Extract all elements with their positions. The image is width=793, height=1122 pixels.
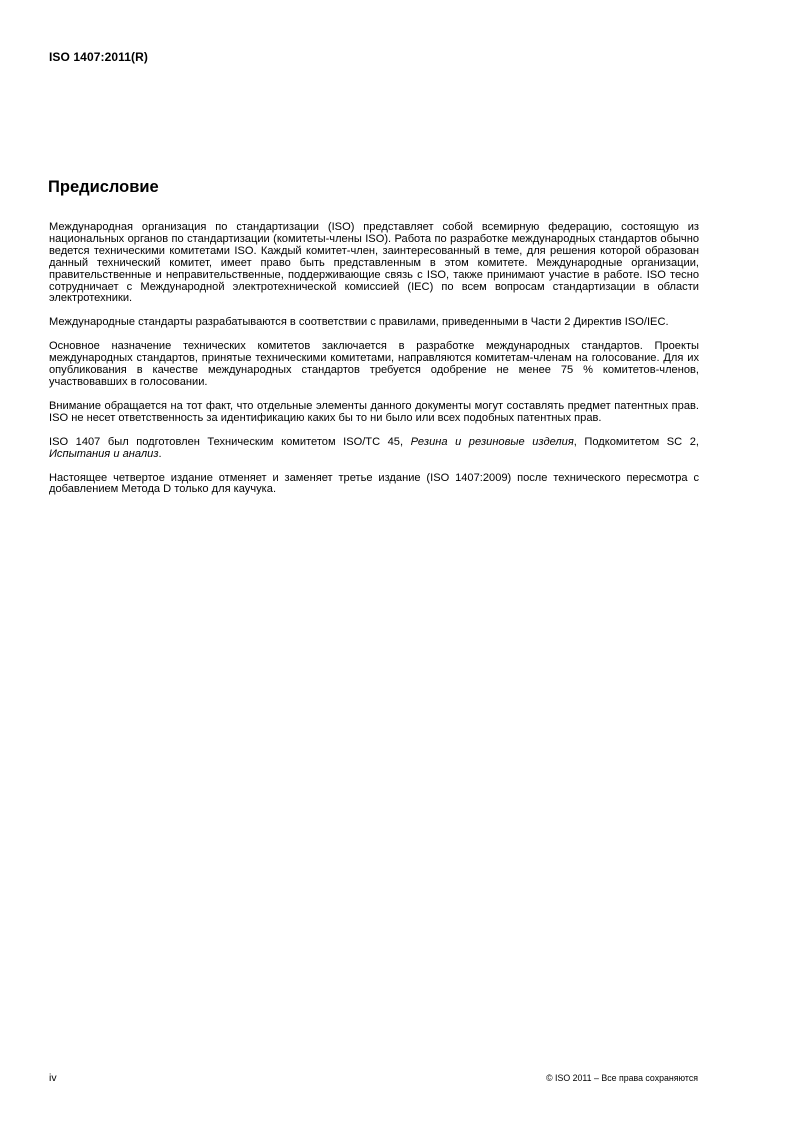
paragraph-5	[49, 437, 699, 461]
paragraph-5-italic-2: Испытания и анализ	[49, 447, 159, 460]
page-number: iv	[49, 1072, 57, 1084]
paragraph-5-italic-1: Резина и резиновые изделия	[410, 435, 574, 448]
paragraph-5-text-1: ISO 1407 был подготовлен Техническим комитетом ISO/TC 45,	[49, 435, 411, 448]
paragraph-4: Внимание обращается на тот факт, что отдельные элементы данного документы могут составлять предмет патентных прав. ISO не несет ответственность за идентификацию каких бы то ни было или всех подобных патентных прав.	[49, 399, 699, 424]
paragraph-3: Основное назначение технических комитетов заключается в разработке международных стандартов. Проекты международных стандартов, принятые техническими комитетами, направляются комитетам-членам на голосование. Для их опубликования в качестве международных стандартов требуется одобрение не менее 75 % комитетов-членов, участвовавших в голосовании.	[49, 340, 699, 388]
paragraph-5-text-2: , Подкомитетом SC 2,	[573, 435, 699, 448]
paragraph-6: Настоящее четвертое издание отменяет и заменяет третье издание (ISO 1407:2009) после технического пересмотра с добавлением Метода D только для каучука.	[49, 471, 699, 496]
paragraph-5-text-3: .	[158, 447, 162, 460]
document-id: ISO 1407:2011(R)	[49, 50, 148, 64]
section-title: Предисловие	[48, 178, 159, 196]
foreword-body	[49, 222, 699, 508]
copyright-notice: © ISO 2011 – Все права сохраняются	[546, 1073, 698, 1083]
paragraph-2: Международные стандарты разрабатываются в соответствии с правилами, приведенными в Части 2 Директив ISO/IEC.	[49, 316, 669, 329]
paragraph-1: Международная организация по стандартизации (ISO) представляет собой всемирную федерацию, состоящую из национальных органов по стандартизации (комитеты-члены ISO). Работа по разработке международных стандартов обычно ведется техническими комитетами ISO. Каждый комитет-член, заинтересованный в теме, для решения которой образован данный технический комитет, имеет право быть представленным в этом комитете. Международные организации, правительственные и неправительственные, поддерживающие связь с ISO, также принимают участие в работе. ISO тесно сотрудничает с Международной электротехнической комиссией (IEC) по всем вопросам стандартизации в области электротехники.	[49, 221, 699, 305]
